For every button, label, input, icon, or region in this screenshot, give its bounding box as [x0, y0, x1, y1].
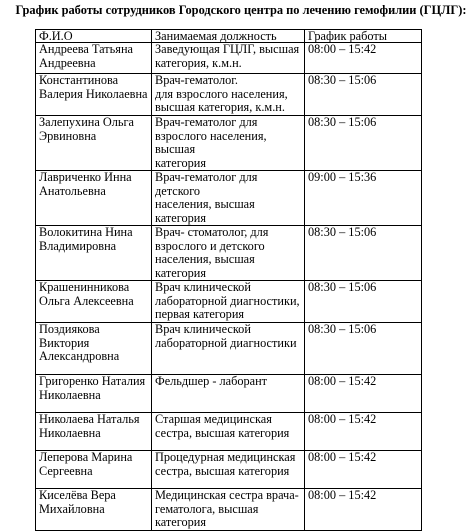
employee-name: Андреева Татьяна Андреевна [36, 43, 152, 74]
page-title: График работы сотрудников Городского центра по лечению гемофилии (ГЦЛГ): [15, 3, 467, 17]
staff-schedule-table [35, 29, 422, 531]
employee-schedule: 08:00 – 15:42 [305, 43, 422, 74]
employee-schedule: 08:00 – 15:42 [305, 489, 422, 531]
employee-schedule: 08:30 – 15:06 [305, 226, 422, 281]
table-row [36, 489, 422, 531]
employee-position: Врач клинической лабораторной диагностики, первая категория [152, 281, 305, 323]
employee-position: Заведующая ГЦЛГ, высшая категория, к.м.н. [152, 43, 305, 74]
employee-position: Врач-гематолог для взрослого населения, высшая категория [152, 116, 305, 171]
employee-name: Лавриченко Инна Анатольевна [36, 171, 152, 226]
table-row [36, 43, 422, 74]
employee-position: Медицинская сестра врача- гематолога, высшая категория [152, 489, 305, 531]
table-row [36, 74, 422, 116]
employee-schedule: 08:00 – 15:42 [305, 413, 422, 451]
employee-name: Залепухина Ольга Эрвиновна [36, 116, 152, 171]
employee-position: Врач- стоматолог, для взрослого и детского населения, высшая категория [152, 226, 305, 281]
employee-position: Процедурная медицинская сестра, высшая категория [152, 451, 305, 489]
column-header-position: Занимаемая должность [152, 30, 305, 43]
table-row [36, 375, 422, 413]
employee-name: Киселёва Вера Михайловна [36, 489, 152, 531]
table-row [36, 226, 422, 281]
employee-name: Николаева Наталья Николаевна [36, 413, 152, 451]
column-header-name: Ф.И.О [36, 30, 152, 43]
table-row [36, 323, 422, 375]
employee-name: Леперова Марина Сергеевна [36, 451, 152, 489]
employee-position: Фельдшер - лаборант [152, 375, 305, 413]
employee-name: Григоренко Наталия Николаевна [36, 375, 152, 413]
table-header-row [36, 30, 422, 43]
table-row [36, 116, 422, 171]
table-row [36, 281, 422, 323]
table-row [36, 413, 422, 451]
employee-position: Врач-гематолог для детского населения, высшая категория [152, 171, 305, 226]
employee-schedule: 08:30 – 15:06 [305, 116, 422, 171]
employee-schedule: 08:30 – 15:06 [305, 281, 422, 323]
employee-schedule: 09:00 – 15:36 [305, 171, 422, 226]
table-row [36, 171, 422, 226]
employee-schedule: 08:00 – 15:42 [305, 375, 422, 413]
employee-name: Волокитина Нина Владимировна [36, 226, 152, 281]
employee-schedule: 08:30 – 15:06 [305, 323, 422, 375]
employee-name: Константинова Валерия Николаевна [36, 74, 152, 116]
table-row [36, 451, 422, 489]
employee-position: Врач клинической лабораторной диагностики [152, 323, 305, 375]
employee-position: Врач-гематолог. для взрослого населения, высшая категория, к.м.н. [152, 74, 305, 116]
employee-name: Крашенинникова Ольга Алексеевна [36, 281, 152, 323]
employee-schedule: 08:00 – 15:42 [305, 451, 422, 489]
column-header-schedule: График работы [305, 30, 422, 43]
employee-position: Старшая медицинская сестра, высшая категория [152, 413, 305, 451]
employee-name: Поздиякова Виктория Александровна [36, 323, 152, 375]
employee-schedule: 08:30 – 15:06 [305, 74, 422, 116]
